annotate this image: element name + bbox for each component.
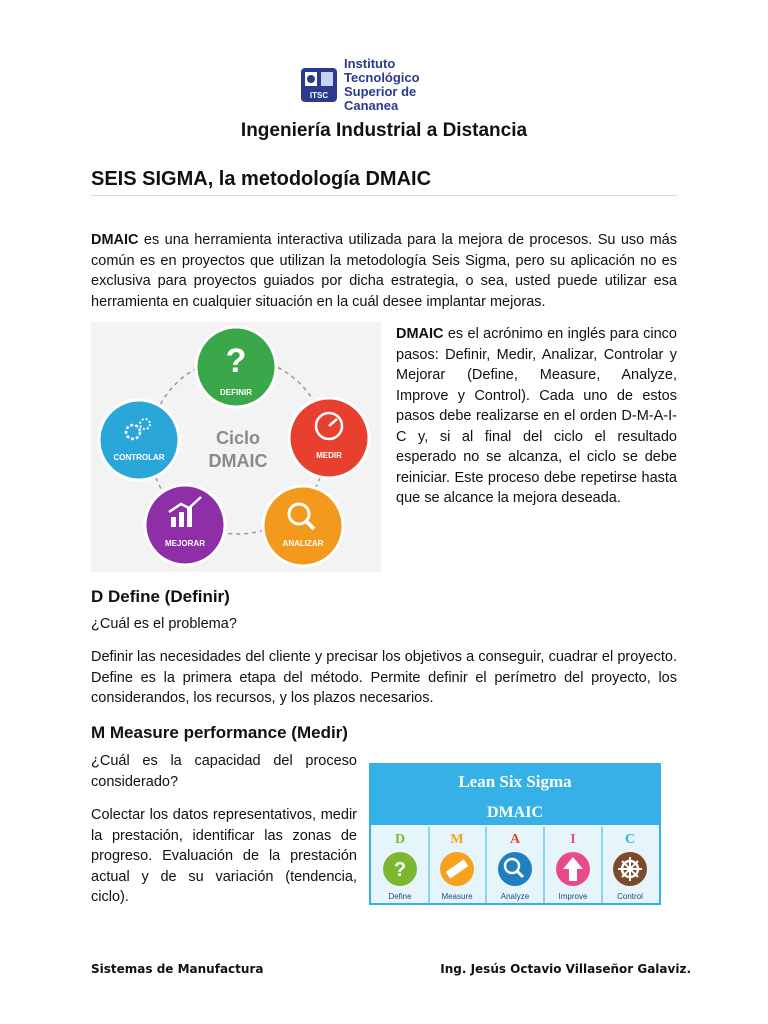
logo-line2: Superior de Cananea (344, 84, 417, 113)
step-label-analizar: ANALIZAR (282, 539, 324, 548)
measure-question: ¿Cuál es la capacidad del proceso considerado? (91, 753, 357, 790)
lss-label-control: Control (617, 892, 643, 901)
lss-title2: DMAIC (487, 804, 543, 821)
footer-left: Sistemas de Manufactura (91, 962, 264, 976)
cycle-center-line1: Ciclo (215, 428, 261, 448)
lss-letter-m: M (450, 832, 464, 847)
page-subtitle: Ingeniería Industrial a Distancia (240, 120, 528, 141)
institute-logo (300, 56, 470, 113)
step-label-definir: DEFINIR (220, 388, 252, 397)
lss-label-define: Define (388, 892, 412, 901)
lss-letter-i: I (570, 832, 576, 847)
cycle-step-mejorar (145, 485, 225, 565)
cycle-step-medir (289, 398, 369, 478)
intro-bold: DMAIC (91, 232, 139, 248)
title-divider (91, 195, 677, 196)
footer-right: Ing. Jesús Octavio Villaseñor Galaviz. (440, 962, 691, 976)
lss-label-analyze: Analyze (500, 892, 530, 901)
acronym-bold: DMAIC (396, 326, 444, 342)
lean-six-sigma-image (369, 763, 661, 905)
define-question: ¿Cuál es el problema? (91, 616, 237, 632)
question-icon: ? (393, 859, 407, 881)
page-title: SEIS SIGMA, la metodología DMAIC (91, 168, 432, 190)
logo-line1: Instituto Tecnológico (344, 56, 420, 85)
intro-paragraph (91, 230, 677, 312)
define-body: Definir las necesidades del cliente y precisar los objetivos a conseguir, cuadrar el proyecto. Define es la primera etapa del método. Permite definir el perímetro del proyecto, los considerandos, los recursos, y los plazos necesarios. (91, 649, 677, 706)
step-label-mejorar: MEJORAR (164, 539, 206, 548)
lss-title1: Lean Six Sigma (458, 772, 572, 791)
measure-heading: M Measure performance (Medir) (91, 723, 348, 742)
cycle-step-definir (196, 327, 276, 407)
acronym-text: es el acrónimo en inglés para cinco pasos: Definir, Medir, Analizar, Controlar y Mejorar (Define, Measure, Analyze, Improve y Control). Cada uno de estos pasos debe realizarse en el orden D-M-A-I-C y, si al final del ciclo el resultado esperado no se alcanza, el ciclo se debe reiniciar. Este proceso debe repetirse hasta que se alcance la mejora deseada. (396, 326, 677, 506)
acronym-paragraph (396, 324, 677, 509)
step-label-medir: MEDIR (316, 451, 342, 460)
institute-seal-icon (300, 66, 338, 104)
lss-letter-d: D (394, 832, 406, 847)
measure-body: Colectar los datos representativos, medir la prestación, identificar las zonas de progreso. Evaluación de la prestación actual y de su variación (tendencia, ciclo). (91, 807, 357, 905)
question-icon: ? (225, 342, 247, 380)
lss-letter-c: C (624, 832, 636, 847)
cycle-center-line2: DMAIC (208, 451, 268, 471)
cycle-step-controlar (99, 400, 179, 480)
intro-text: es una herramienta interactiva utilizada para la mejora de procesos. Su uso más común es en proyectos que utilizan la metodología Seis Sigma, pero su aplicación no es exclusiva para proyectos guiados por dicha estrategia, o sea, usted puede utilizar esa herramienta en cualquier situación en la cuál desee implantar mejoras. (91, 232, 677, 310)
svg-text:ITSC: ITSC (309, 91, 329, 100)
lss-letter-a: A (509, 832, 521, 847)
dmaic-cycle-diagram (91, 322, 381, 572)
step-label-controlar: CONTROLAR (113, 453, 165, 462)
lss-label-measure: Measure (441, 892, 473, 901)
define-heading: D Define (Definir) (91, 587, 230, 606)
cycle-step-analizar (263, 486, 343, 566)
lss-label-improve: Improve (558, 892, 588, 901)
